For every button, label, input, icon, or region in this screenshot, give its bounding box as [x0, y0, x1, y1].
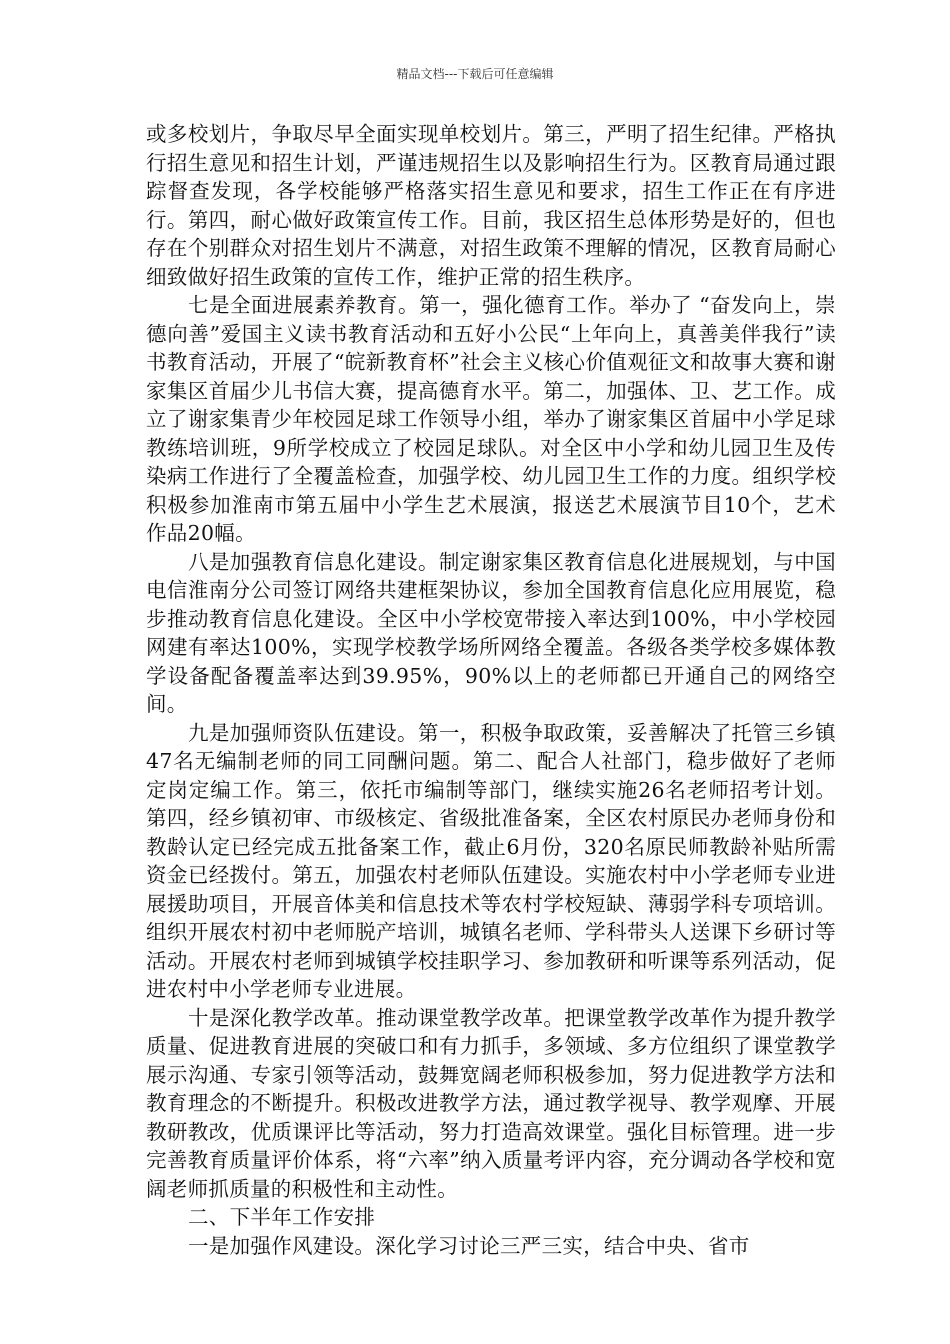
paragraph-work-style: 一是加强作风建设。深化学习讨论三严三实，结合中央、省市 [188, 1233, 750, 1258]
paragraph-teacher-team: 九是加强师资队伍建设。第一，积极争取政策，妥善解决了托管三乡镇47名无编制老师的同工同酬问题。第二、配合人社部门，稳步做好了老师定岗定编工作。第三，依托市编制等部门，继续实施26名老师招考计划。第四，经乡镇初审、市级核定、省级批准备案，全区农村原民办老师身份和教龄认定已经完成五批备案工作，截止6月份，320名原民师教龄补贴所需资金已经拨付。第五，加强农村老师队伍建设。实施农村中小学老师专业进展援助项目，开展音体美和信息技术等农村学校短缺、薄弱学科专项培训。组织开展农村初中老师脱产培训，城镇名老师、学科带头人送课下乡研讨等活动。开展农村老师到城镇学校挂职学习、参加教研和听课等系列活动，促进农村中小学老师专业进展。 [146, 720, 836, 1001]
section-heading-second-half-plan: 二、下半年工作安排 [188, 1205, 376, 1229]
document-body [146, 120, 836, 1260]
paragraph-quality-education: 七是全面进展素养教育。第一，强化德育工作。举办了 “奋发向上，崇德向善”爱国主义读书教育活动和五好小公民“上年向上，真善美伴我行”读书教育活动，开展了“皖新教育杯”社会主义核心价值观征文和故事大赛和谢家集区首届少儿书信大赛，提高德育水平。第二，加强体、卫、艺工作。成立了谢家集青少年校园足球工作领导小组，举办了谢家集区首届中小学足球教练培训班，9所学校成立了校园足球队。对全区中小学和幼儿园卫生及传染病工作进行了全覆盖检查，加强学校、幼儿园卫生工作的力度。组织学校积极参加淮南市第五届中小学生艺术展演，报送艺术展演节目10个，艺术作品20幅。 [146, 293, 836, 545]
paragraph-enrollment-continued: 或多校划片，争取尽早全面实现单校划片。第三，严明了招生纪律。严格执行招生意见和招生计划，严谨违规招生以及影响招生行为。区教育局通过跟踪督查发现，各学校能够严格落实招生意见和要求，招生工作正在有序进行。第四，耐心做好政策宣传工作。目前，我区招生总体形势是好的，但也存在个别群众对招生划片不满意，对招生政策不理解的情况，区教育局耐心细致做好招生政策的宣传工作，维护正常的招生秩序。 [146, 122, 836, 289]
paragraph-teaching-reform: 十是深化教学改革。推动课堂教学改革。把课堂教学改革作为提升教学质量、促进教育进展的突破口和有力抓手，多领域、多方位组织了课堂教学展示沟通、专家引领等活动，鼓舞宽阔老师积极参加，努力促进教学方法和教育理念的不断提升。积极改进教学方法，通过教学视导、教学观摩、开展教研教改，优质课评比等活动，努力打造高效课堂。强化目标管理。进一步完善教育质量评价体系，将“六率”纳入质量考评内容，充分调动各学校和宽阔老师抓质量的积极性和主动性。 [146, 1005, 836, 1201]
page-header: 精品文档---下载后可任意编辑 [396, 67, 554, 81]
paragraph-informatization: 八是加强教育信息化建设。制定谢家集区教育信息化进展规划，与中国电信淮南分公司签订网络共建框架协议，参加全国教育信息化应用展览，稳步推动教育信息化建设。全区中小学校宽带接入率达到100%，中小学校园网建有率达100%，实现学校教学场所网络全覆盖。各级各类学校多媒体教学设备配备覆盖率达到39.95%，90%以上的老师都已开通自己的网络空间。 [146, 549, 836, 716]
